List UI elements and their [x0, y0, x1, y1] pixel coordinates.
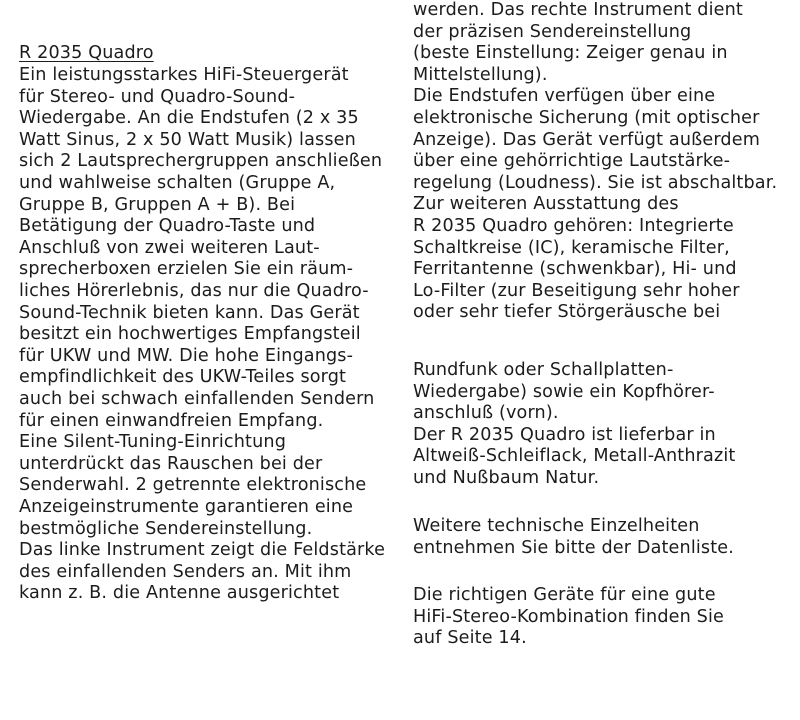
text-line: Ferritantenne (schwenkbar), Hi- und [413, 259, 737, 280]
text-line: Senderwahl. 2 getrennte elektronische [19, 475, 367, 496]
text-line: anschluß (vorn). [413, 403, 559, 424]
text-line: HiFi-Stereo-Kombination finden Sie [413, 606, 724, 627]
text-line: Rundfunk oder Schallplatten- [413, 360, 674, 380]
text-line: Anschluß von zwei weiteren Laut- [19, 237, 320, 258]
text-line: der präzisen Sendereinstellung [413, 21, 692, 42]
text-line: Watt Sinus, 2 x 50 Watt Musik) lassen [19, 129, 356, 150]
text-line: bestmögliche Sendereinstellung. [19, 518, 313, 539]
text-line: kann z. B. die Antenne ausgerichtet [19, 583, 340, 604]
text-line: Betätigung der Quadro-Taste und [19, 216, 316, 237]
text-line: Weitere technische Einzelheiten [413, 516, 700, 536]
text-line: Wiedergabe) sowie ein Kopfhörer- [413, 381, 715, 402]
text-line: Zur weiteren Ausstattung des [413, 194, 679, 215]
text-line: Anzeige). Das Gerät verfügt außerdem [413, 129, 760, 150]
text-line: Lo-Filter (zur Beseitigung sehr hoher [413, 280, 740, 301]
text-line: Altweiß-Schleiflack, Metall-Anthrazit [413, 446, 736, 467]
text-line: oder sehr tiefer Störgeräusche bei [413, 302, 721, 323]
text-line: Anzeigeinstrumente garantieren eine [19, 497, 354, 517]
document-title: R 2035 Quadro [19, 43, 154, 63]
text-line: für einen einwandfreien Empfang. [19, 410, 324, 431]
text-line: Die richtigen Geräte für eine gute [413, 585, 716, 605]
text-line: sprecherboxen erzielen Sie ein räum- [19, 259, 354, 280]
text-line: Sound-Technik bieten kann. Das Gerät [19, 302, 360, 323]
text-line: Wiedergabe. An die Endstufen (2 x 35 [19, 108, 359, 129]
text-line: Ein leistungsstarkes HiFi-Steuergerät [19, 65, 349, 85]
text-line: unterdrückt das Rauschen bei der [19, 453, 323, 474]
text-line: Schaltkreise (IC), keramische Filter, [413, 237, 730, 258]
text-line: besitzt ein hochwertiges Empfangsteil [19, 324, 361, 345]
text-line: für Stereo- und Quadro-Sound- [19, 86, 296, 107]
text-line: R 2035 Quadro gehören: Integrierte [413, 216, 734, 236]
text-line: Mittelstellung). [413, 64, 548, 85]
text-line: und Nußbaum Natur. [413, 468, 600, 488]
text-line: Gruppe B, Gruppen A + B). Bei [19, 194, 296, 215]
text-line: entnehmen Sie bitte der Datenliste. [413, 537, 734, 558]
text-line: und wahlweise schalten (Gruppe A, [19, 173, 336, 193]
text-line: auch bei schwach einfallenden Sendern [19, 389, 375, 409]
text-line: regelung (Loudness). Sie ist abschaltbar. [413, 172, 778, 193]
text-line: über eine gehörrichtige Lautstärke- [413, 151, 731, 172]
text-line: werden. Das rechte Instrument dient [413, 0, 743, 20]
text-line: des einfallenden Senders an. Mit ihm [19, 561, 352, 582]
text-line: elektronische Sicherung (mit optischer [413, 108, 760, 128]
text-line: Eine Silent-Tuning-Einrichtung [19, 432, 287, 453]
text-line: sich 2 Lautsprechergruppen anschließen [19, 151, 383, 172]
text-line: Die Endstufen verfügen über eine [413, 86, 716, 107]
text-line: auf Seite 14. [413, 628, 527, 649]
text-line: für UKW und MW. Die hohe Eingangs- [19, 345, 354, 366]
text-line: Der R 2035 Quadro ist lieferbar in [413, 424, 716, 445]
text-line: liches Hörerlebnis, das nur die Quadro- [19, 281, 369, 301]
text-line: empfindlichkeit des UKW-Teiles sorgt [19, 367, 347, 388]
text-line: Das linke Instrument zeigt die Feldstärke [19, 540, 386, 561]
text-line: (beste Einstellung: Zeiger genau in [413, 43, 728, 64]
